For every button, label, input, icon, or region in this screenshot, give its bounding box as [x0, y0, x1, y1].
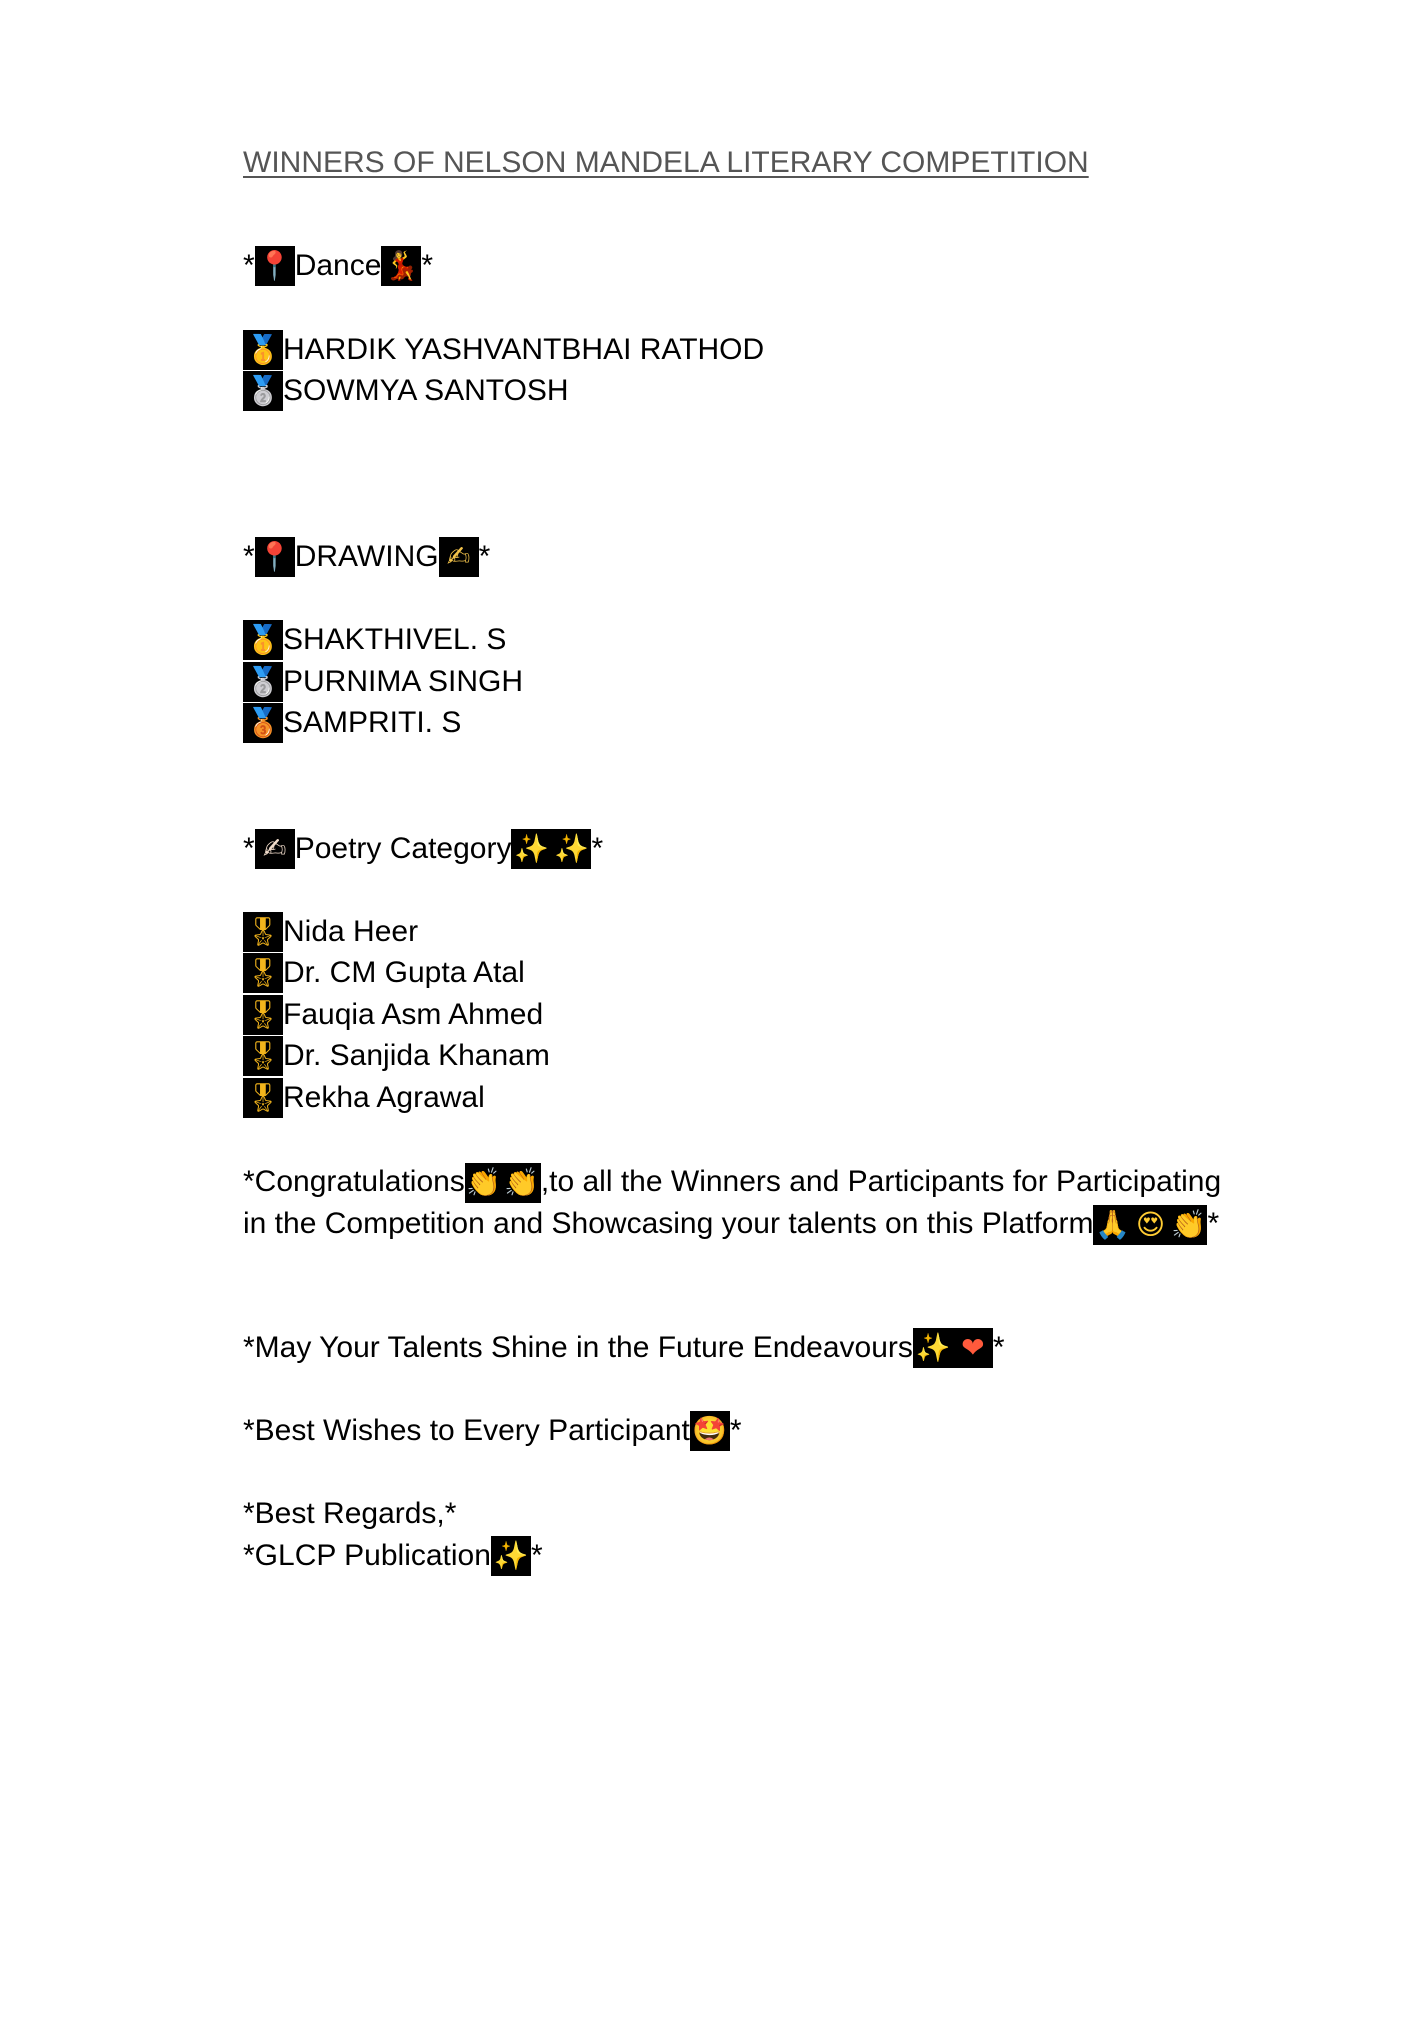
- regards-line: *Best Regards,*: [243, 1497, 457, 1530]
- drawing-heading: * 📍 DRAWING ✍ *: [243, 537, 490, 577]
- list-item: 🎖 Fauqia Asm Ahmed: [243, 995, 543, 1035]
- writing-hand-icon: ✍: [255, 829, 295, 869]
- publisher-line: *GLCP Publication ✨ *: [243, 1536, 543, 1576]
- military-medal-icon: 🎖: [243, 1078, 283, 1118]
- heart-on-fire-icon: ❤: [953, 1328, 993, 1368]
- clapping-hands-icon: 👏: [465, 1163, 503, 1203]
- round-pushpin-icon: 📍: [255, 537, 295, 577]
- best-wishes-message: *Best Wishes to Every Participant 🤩 *: [243, 1411, 742, 1451]
- list-item: 🥇 SHAKTHIVEL. S: [243, 620, 506, 660]
- list-item: 🥇 HARDIK YASHVANTBHAI RATHOD: [243, 330, 764, 370]
- sparkles-icon: ✨: [491, 1536, 531, 1576]
- second-place-medal-icon: 🥈: [243, 371, 283, 411]
- military-medal-icon: 🎖: [243, 912, 283, 952]
- sparkles-icon: ✨: [511, 829, 551, 869]
- star-struck-face-icon: 🤩: [690, 1411, 730, 1451]
- list-item: 🎖 Nida Heer: [243, 912, 418, 952]
- dancer-icon: 💃: [381, 246, 421, 286]
- third-place-medal-icon: 🥉: [243, 703, 283, 743]
- sparkles-icon: ✨: [913, 1328, 953, 1368]
- dance-heading-label: Dance: [294, 249, 382, 282]
- poetry-heading: * ✍ Poetry Category ✨ ✨ *: [243, 829, 603, 869]
- congratulations-message: *Congratulations👏 👏,to all the Winners and Participants for Participating in the Competition and Showcasing your talents on this Platform🙏 😍 👏*: [243, 1161, 1223, 1245]
- second-place-medal-icon: 🥈: [243, 662, 283, 702]
- heart-eyes-face-icon: 😍: [1131, 1205, 1169, 1245]
- list-item: 🎖 Rekha Agrawal: [243, 1078, 485, 1118]
- military-medal-icon: 🎖: [243, 995, 283, 1035]
- sparkles-icon: ✨: [551, 829, 591, 869]
- clapping-hands-icon: 👏: [503, 1163, 541, 1203]
- military-medal-icon: 🎖: [243, 1036, 283, 1076]
- military-medal-icon: 🎖: [243, 953, 283, 993]
- list-item: 🎖 Dr. Sanjida Khanam: [243, 1036, 550, 1076]
- first-place-medal-icon: 🥇: [243, 330, 283, 370]
- document-title: WINNERS OF NELSON MANDELA LITERARY COMPETITION: [243, 146, 1089, 179]
- dance-heading: * 📍 Dance 💃 *: [243, 246, 433, 286]
- drawing-heading-label: DRAWING: [294, 540, 439, 573]
- list-item: 🥉 SAMPRITI. S: [243, 703, 461, 743]
- poetry-heading-label: Poetry Category: [294, 832, 512, 865]
- round-pushpin-icon: 📍: [255, 246, 295, 286]
- clapping-hands-icon: 👏: [1169, 1205, 1207, 1245]
- first-place-medal-icon: 🥇: [243, 620, 283, 660]
- talents-message: *May Your Talents Shine in the Future Endeavours ✨ ❤ *: [243, 1328, 1005, 1368]
- writing-hand-icon: ✍: [439, 537, 479, 577]
- folded-hands-icon: 🙏: [1093, 1205, 1131, 1245]
- list-item: 🥈 SOWMYA SANTOSH: [243, 371, 569, 411]
- list-item: 🥈 PURNIMA SINGH: [243, 662, 523, 702]
- list-item: 🎖 Dr. CM Gupta Atal: [243, 953, 525, 993]
